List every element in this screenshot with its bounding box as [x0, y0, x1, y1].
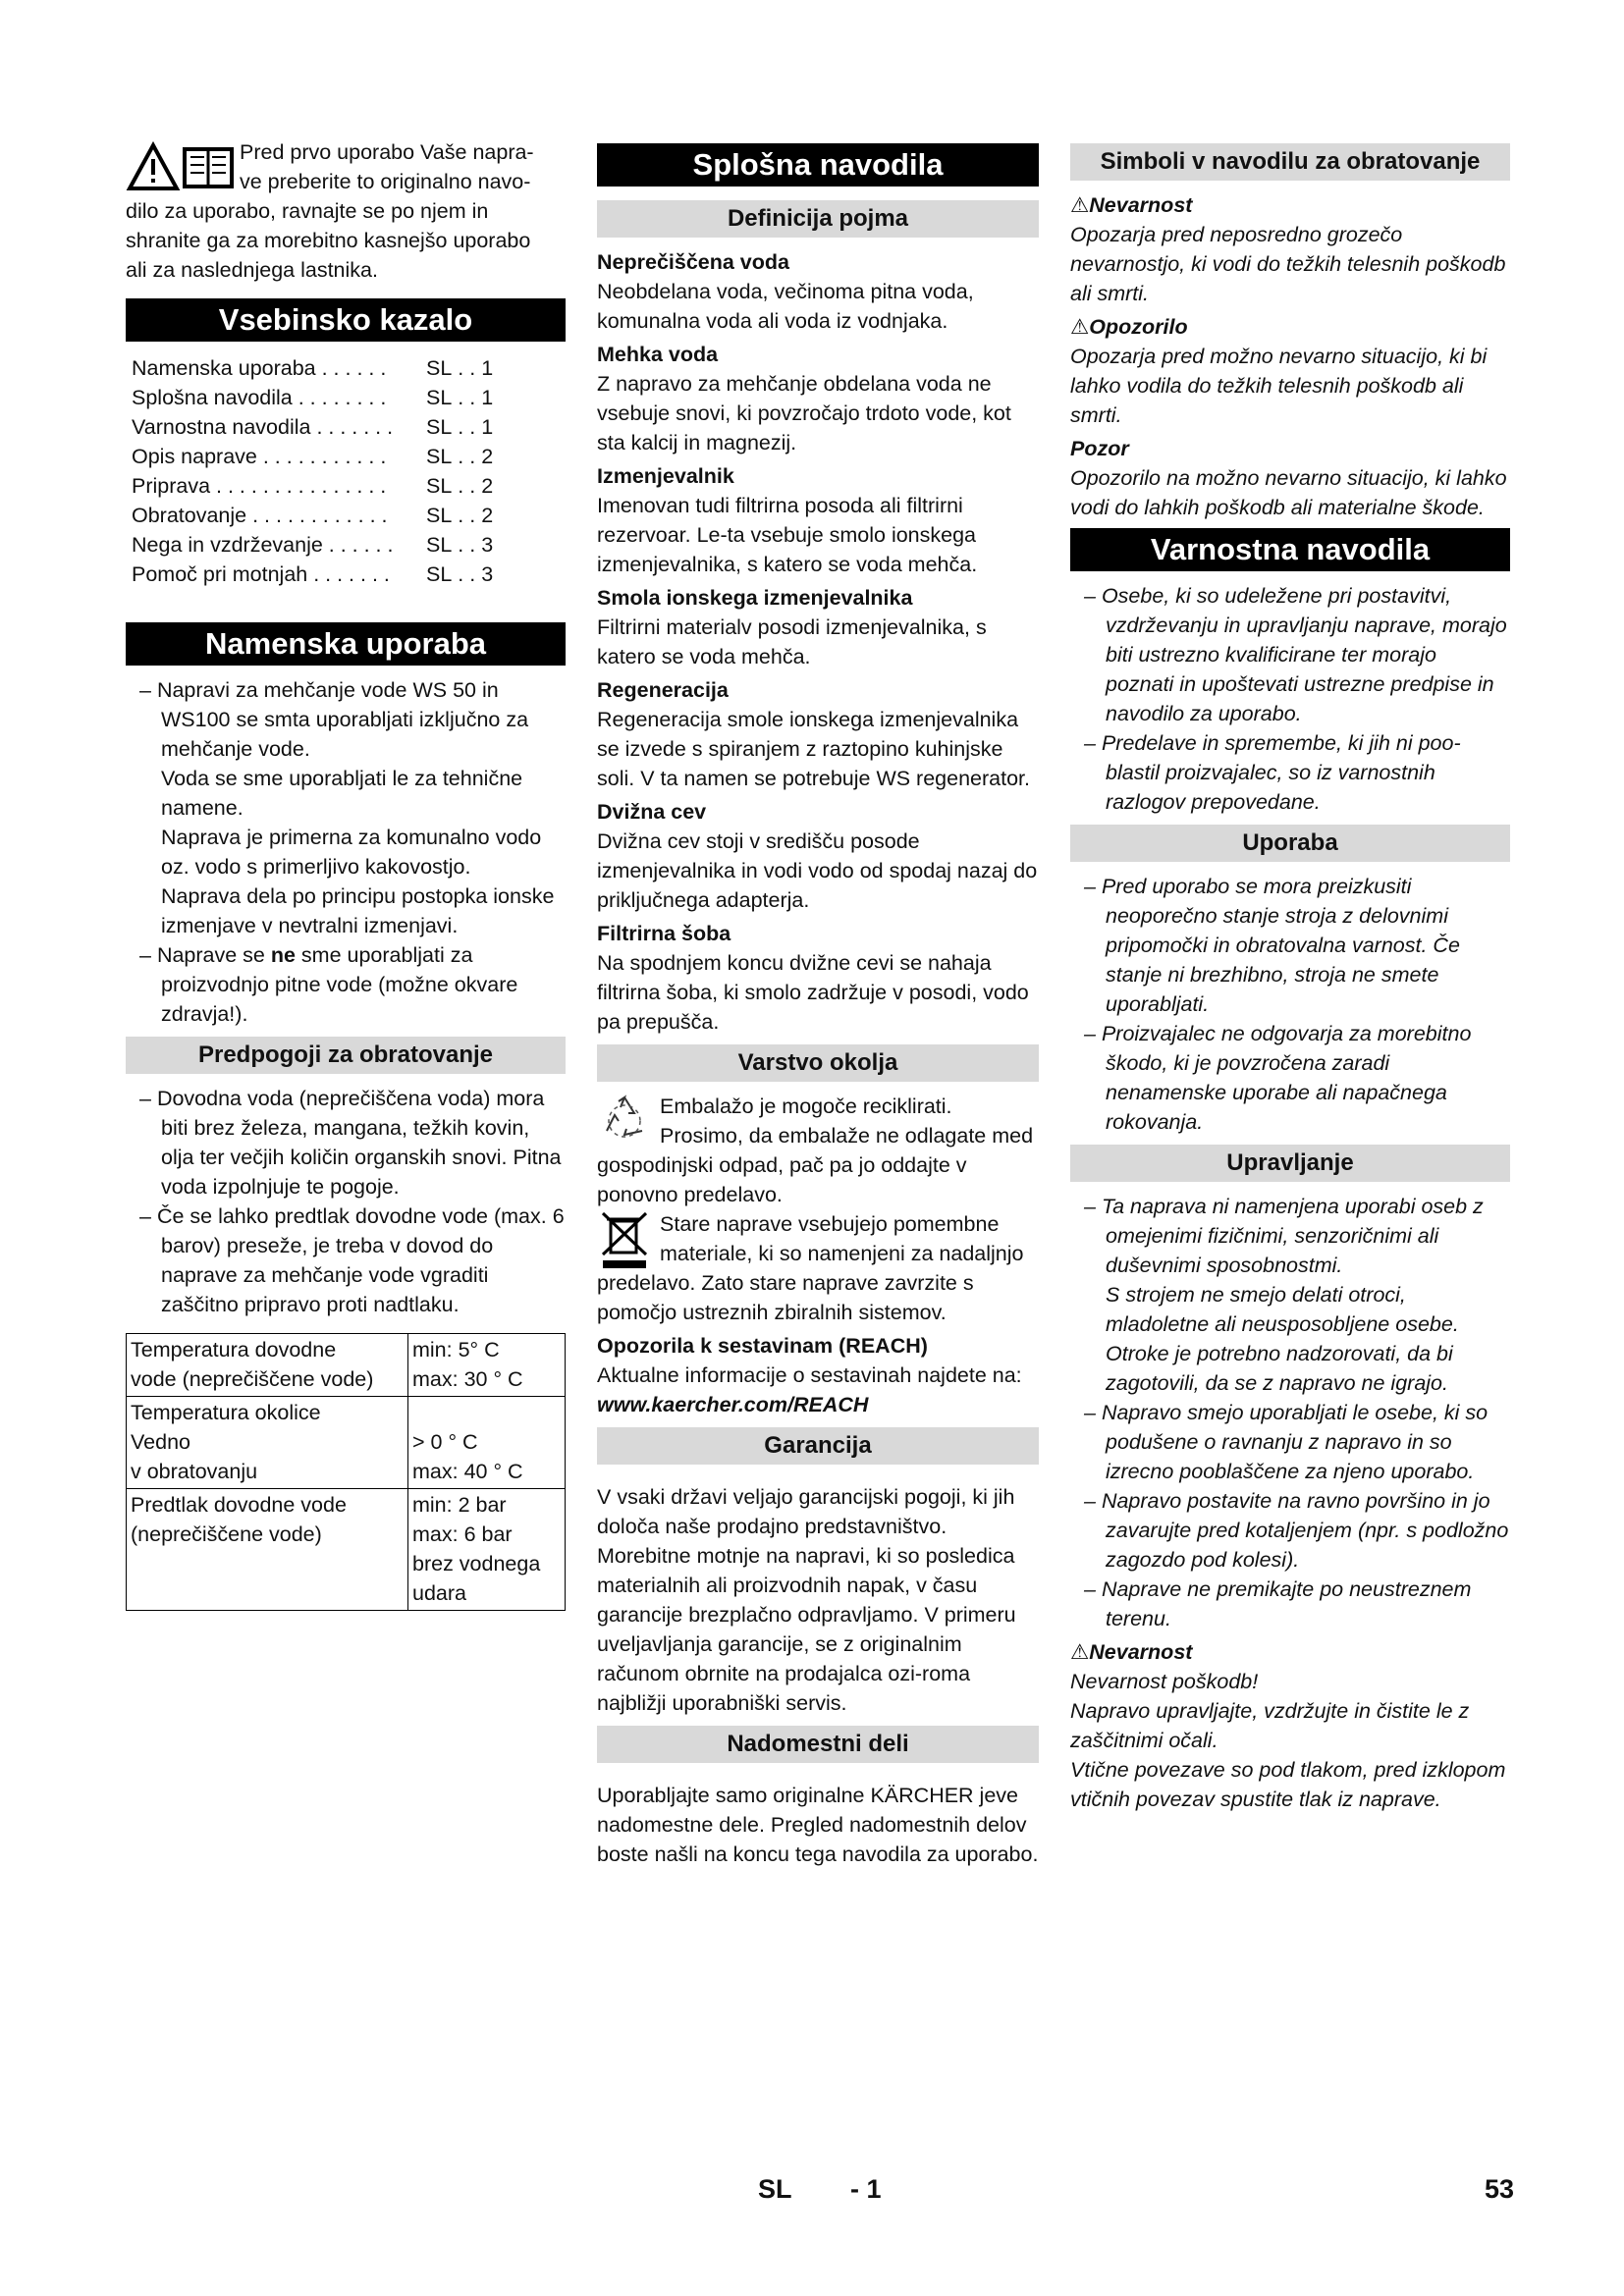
toc-page: . . 1: [458, 415, 494, 439]
term-text: Na spodnjem koncu dvižne cevi se nahaja filtrirna šoba, ki smolo zadržuje v posodi, vodo pa prepušča.: [597, 951, 1029, 1034]
table-row: [127, 1397, 566, 1489]
toc-entry: Varnostna navodila . . . . . . .: [132, 415, 394, 439]
term-text: Z napravo za mehčanje obdelana voda ne vsebuje snovi, ki povzročajo trdoto vode, kot sta kalcij in magnezij.: [597, 372, 1011, 454]
column-left: [126, 137, 566, 1611]
column-right: [1070, 137, 1510, 1814]
toc-lang: SL: [426, 474, 453, 498]
toc-page: . . 1: [458, 386, 494, 409]
danger-label: ⚠Nevarnost: [1070, 1640, 1193, 1664]
footer-page-number: - 1: [850, 2174, 882, 2204]
toc-page: . . 3: [458, 562, 494, 586]
footer-page-total: 53: [1485, 2174, 1515, 2204]
paragraph: S strojem ne smejo delati otroci, mladoletne ali neusposobljene osebe.: [1106, 1283, 1459, 1336]
operating-parameters-table: [126, 1333, 566, 1611]
subsection-heading-usage: Uporaba: [1070, 825, 1510, 862]
subsection-heading-spare-parts: Nadomestni deli: [597, 1726, 1039, 1763]
intro-line: ve preberite to originalno navo-: [240, 170, 531, 193]
warning-label: ⚠Opozorilo: [1070, 315, 1188, 339]
table-cell-value: min: 2 bar max: 6 bar brez vodnega udara: [408, 1489, 566, 1611]
column-middle: [597, 137, 1039, 1869]
term-title: Izmenjevalnik: [597, 464, 734, 488]
toc-entry: Priprava . . . . . . . . . . . . . . .: [132, 474, 387, 498]
toc-row[interactable]: [132, 383, 566, 412]
list-item: – Naprave ne premikajte po neustreznem terenu.: [1084, 1577, 1472, 1630]
toc-page: . . 3: [458, 533, 494, 557]
warning-triangle-icon: ⚠: [1070, 315, 1090, 339]
toc-page: . . 1: [458, 356, 494, 380]
term-title: Neprečiščena voda: [597, 250, 789, 274]
term-text: Dvižna cev stoji v središču posode izmenjevalnika in vodi vodo od spodaj nazaj do priključnega adapterja.: [597, 829, 1038, 912]
term-title: Smola ionskega izmenjevalnika: [597, 586, 913, 610]
intro-line: ali za naslednjega lastnika.: [126, 258, 378, 282]
intro-line: dilo za uporabo, ravnajte se po njem in: [126, 199, 489, 223]
recycling-notice: [597, 1092, 1039, 1209]
subsection-heading-definitions: Definicija pojma: [597, 200, 1039, 238]
toc-entry: Namenska uporaba . . . . . .: [132, 356, 387, 380]
danger-line: Napravo upravljajte, vzdržujte in čistite le z zaščitnimi očali.: [1070, 1699, 1470, 1752]
crossed-bin-icon: [597, 1209, 654, 1266]
table-cell-value: > 0 ° C max: 40 ° C: [408, 1397, 566, 1489]
subsection-heading-warranty: Garancija: [597, 1427, 1039, 1465]
toc-lang: SL: [426, 415, 453, 439]
term-title: Filtrirna šoba: [597, 922, 731, 945]
toc-page: . . 2: [458, 504, 494, 527]
toc-row[interactable]: [132, 442, 566, 471]
warranty-text: V vsaki državi veljajo garancijski pogoji, ki jih določa naše prodajno predstavništvo. Morebitne motnje na napravi, ki so posledica materialnih ali proizvodnih napak, v času garancije brezplačno odpravljamo. V primeru uveljavljanja garancije, se z originalnim računom obrnite na prodajalca ozi-roma najbližji uporabniški servis.: [597, 1485, 1016, 1715]
term-title: Mehka voda: [597, 343, 719, 366]
toc-row[interactable]: [132, 471, 566, 501]
toc-entry: Nega in vzdrževanje . . . . . .: [132, 533, 394, 557]
warning-manual-icon: [126, 137, 236, 192]
table-cell-label: Predtlak dovodne vode (neprečiščene vode): [127, 1489, 408, 1611]
section-heading-intended-use: Namenska uporaba: [126, 622, 566, 666]
table-cell-label: Temperatura okolice Vedno v obratovanju: [127, 1397, 408, 1489]
intro-icons: [126, 137, 236, 192]
danger-text: Opozarja pred neposredno grozečo nevarnostjo, ki vodi do težkih telesnih poškodb ali smrti.: [1070, 223, 1506, 305]
list-item: – Naprave se ne sme uporabljati za proizvodnjo pitne vode (možne okvare zdravja!).: [139, 943, 518, 1026]
toc-lang: SL: [426, 356, 453, 380]
toc-row[interactable]: [132, 560, 566, 589]
warning-triangle-icon: ⚠: [1070, 193, 1090, 217]
toc-page: . . 2: [458, 445, 494, 468]
intro-line: shranite ga za morebitno kasnejšo uporabo: [126, 229, 531, 252]
danger-label: ⚠Nevarnost: [1070, 193, 1193, 217]
toc-lang: SL: [426, 562, 453, 586]
toc-lang: SL: [426, 533, 453, 557]
section-heading-general: Splošna navodila: [597, 143, 1039, 187]
toc-row[interactable]: [132, 412, 566, 442]
toc-entry: Pomoč pri motnjah . . . . . . .: [132, 562, 390, 586]
toc-entry: Splošna navodila . . . . . . . .: [132, 386, 387, 409]
toc-entry: Obratovanje . . . . . . . . . . . .: [132, 504, 388, 527]
toc-list: [132, 353, 566, 589]
toc-row[interactable]: [132, 530, 566, 560]
reach-title: Opozorila k sestavinam (REACH): [597, 1334, 928, 1358]
table-cell-label: Temperatura dovodne vode (neprečiščene vode): [127, 1334, 408, 1397]
recycling-icon: [597, 1092, 654, 1148]
list-item: – Napravo postavite na ravno površino in jo zavarujte pred kotaljenjem (npr. s podložno zagozdo pod kolesi).: [1084, 1489, 1509, 1572]
intro-notice: [126, 137, 566, 285]
paragraph: Voda se sme uporabljati le za tehnične namene.: [161, 767, 523, 820]
section-heading-safety: Varnostna navodila: [1070, 528, 1510, 571]
caution-label: Pozor: [1070, 437, 1129, 460]
term-text: Filtrirni materialv posodi izmenjevalnika, s katero se voda mehča.: [597, 615, 987, 668]
toc-row[interactable]: [132, 501, 566, 530]
list-item: – Napravi za mehčanje vode WS 50 in WS100 se smta uporabljati izključno za mehčanje vode.: [139, 678, 529, 761]
list-item: – Osebe, ki so udeležene pri postavitvi, vzdrževanju in upravljanju naprave, morajo biti ustrezno kvalificirane ter morajo poznati in upoštevati ustrezne predpise in navodilo za uporabo.: [1084, 584, 1507, 725]
toc-heading: Vsebinsko kazalo: [126, 298, 566, 342]
reach-link[interactable]: www.kaercher.com/REACH: [597, 1393, 869, 1416]
list-item: – Če se lahko predtlak dovodne vode (max. 6 barov) preseže, je treba v dovod do naprave za mehčanje vode vgraditi zaščitno pripravo proti nadtlaku.: [139, 1204, 565, 1316]
paragraph: Otroke je potrebno nadzorovati, da bi zagotovili, da se z napravo ne igrajo.: [1106, 1342, 1453, 1395]
paragraph: Naprava je primerna za komunalno vodo oz. vodo s primerljivo kakovostjo.: [161, 826, 542, 879]
list-item: – Predelave in spremembe, ki jih ni poo-blastil proizvajalec, so iz varnostnih razlogov prepovedane.: [1084, 731, 1461, 814]
term-text: Imenovan tudi filtrirna posoda ali filtrirni rezervoar. Le-ta vsebuje smolo ionskega izmenjevalnika, s katero se voda mehča.: [597, 494, 978, 576]
caution-text: Opozorilo na možno nevarno situacijo, ki lahko vodi do lahkih poškodb ali materialne škode.: [1070, 466, 1507, 519]
danger-line: Vtične povezave so pod tlakom, pred izklopom vtičnih povezav spustite tlak iz naprave.: [1070, 1758, 1506, 1811]
toc-row[interactable]: [132, 353, 566, 383]
spare-parts-text: Uporabljajte samo originalne KÄRCHER jeve nadomestne dele. Pregled nadomestnih delov boste našli na koncu tega navodila za uporabo.: [597, 1784, 1039, 1866]
list-item: – Proizvajalec ne odgovarja za morebitno škodo, ki je povzročena zaradi nenamenske uporabe ali napačnega rokovanja.: [1084, 1022, 1472, 1134]
paragraph: Naprava dela po principu postopka ionske izmenjave v nevtralni izmenjavi.: [161, 884, 555, 937]
warning-triangle-icon: ⚠: [1070, 1640, 1090, 1664]
section-heading-preconditions: Predpogoji za obratovanje: [126, 1037, 566, 1074]
list-item: – Napravo smejo uporabljati le osebe, ki so podušene o ravnanju z napravo in so izrecno pooblaščene za njeno uporabo.: [1084, 1401, 1489, 1483]
toc-entry: Opis naprave . . . . . . . . . . .: [132, 445, 387, 468]
toc-page: . . 2: [458, 474, 494, 498]
env-paragraph: Embalažo je mogoče reciklirati. Prosimo, da embalaže ne odlagate med gospodinjski odpad, pač pa jo oddajte v ponovno predelavo.: [597, 1095, 1034, 1206]
toc-lang: SL: [426, 386, 453, 409]
danger-line: Nevarnost poškodb!: [1070, 1670, 1259, 1693]
intro-line: Pred prvo uporabo Vaše napra-: [240, 140, 534, 164]
list-item: – Pred uporabo se mora preizkusiti neoporečno stanje stroja z delovnimi pripomočki in obratovalna varnost. Če stanje ni brezhibno, stroja ne smete uporabljati.: [1084, 875, 1460, 1016]
term-text: Neobdelana voda, večinoma pitna voda, komunalna voda ali voda iz vodnjaka.: [597, 280, 974, 333]
term-title: Dvižna cev: [597, 800, 707, 824]
table-cell-value: min: 5° C max: 30 ° C: [408, 1334, 566, 1397]
toc-lang: SL: [426, 504, 453, 527]
list-item: – Dovodna voda (neprečiščena voda) mora biti brez železa, mangana, težkih kovin, olja ter večjih količin organskih snovi. Pitna voda izpolnjuje te pogoje.: [139, 1087, 562, 1199]
term-title: Regeneracija: [597, 678, 729, 702]
footer-lang: SL: [758, 2174, 792, 2204]
toc-lang: SL: [426, 445, 453, 468]
list-item: – Ta naprava ni namenjena uporabi oseb z omejenimi fizičnimi, senzoričnimi ali duševnimi sposobnostmi.: [1084, 1195, 1484, 1277]
subsection-heading-environment: Varstvo okolja: [597, 1044, 1039, 1082]
warning-text: Opozarja pred možno nevarno situacijo, ki bi lahko vodila do težkih telesnih poškodb ali smrti.: [1070, 345, 1488, 427]
term-text: Regeneracija smole ionskega izmenjevalnika se izvede s spiranjem z raztopino kuhinjske soli. V ta namen se potrebuje WS regenerator.: [597, 708, 1030, 790]
table-row: [127, 1334, 566, 1397]
table-row: [127, 1489, 566, 1611]
reach-text: Aktualne informacije o sestavinah najdete na:: [597, 1363, 1022, 1387]
env-paragraph: Stare naprave vsebujejo pomembne materiale, ki so namenjeni za nadaljnjo predelavo. Zato stare naprave zavrzite s pomočjo ustreznih zbiralnih sistemov.: [597, 1212, 1024, 1324]
disposal-notice: [597, 1209, 1039, 1327]
section-heading-symbols: Simboli v navodilu za obratovanje: [1070, 143, 1510, 181]
subsection-heading-operation: Upravljanje: [1070, 1145, 1510, 1182]
